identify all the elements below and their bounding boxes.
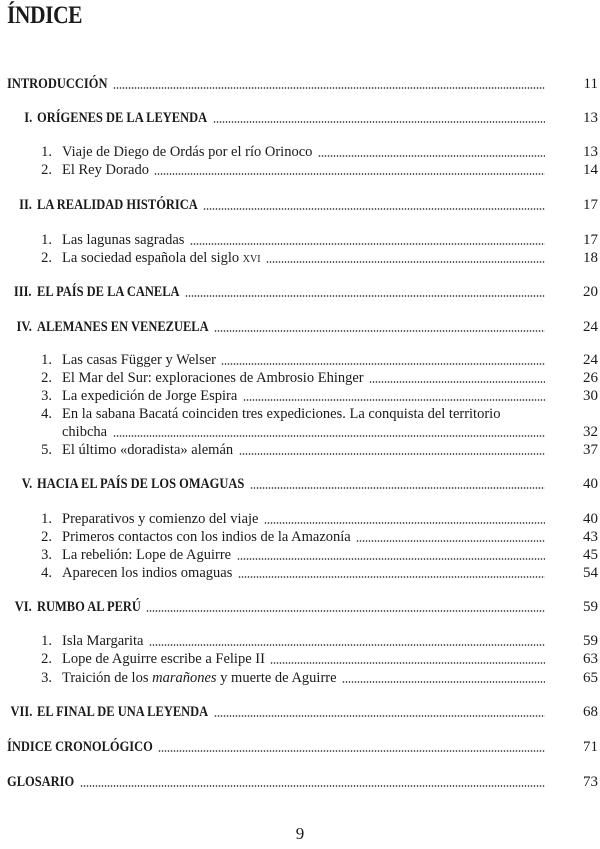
section-title-continued: chibcha bbox=[62, 424, 108, 440]
entry-label-text: Viaje de Diego de Ordás por el río Orinoco bbox=[62, 144, 313, 160]
chapter-number: II. bbox=[19, 197, 32, 213]
page-number-ref: 68 bbox=[583, 704, 598, 720]
section-number: 4. bbox=[41, 406, 52, 422]
section-number: 1. bbox=[41, 511, 52, 527]
page-number-ref: 40 bbox=[583, 511, 598, 527]
entry-label-text: EL FINAL DE UNA LEYENDA bbox=[37, 704, 209, 720]
dot-leader bbox=[369, 381, 545, 383]
entry-label-text: GLOSARIO bbox=[7, 774, 75, 790]
page-number-ref: 40 bbox=[583, 476, 598, 492]
dot-leader bbox=[146, 610, 545, 612]
page-number-ref: 43 bbox=[583, 529, 598, 545]
section-title bbox=[62, 160, 149, 180]
section-number: 1. bbox=[41, 144, 52, 160]
chapter-title bbox=[7, 74, 107, 94]
chapter-number: VII. bbox=[10, 704, 32, 720]
dot-leader bbox=[250, 487, 545, 489]
section-title bbox=[62, 527, 351, 547]
page-number-ref: 32 bbox=[583, 424, 598, 440]
page-number-ref: 45 bbox=[583, 547, 598, 563]
entry-label-text: La sociedad española del siglo bbox=[62, 250, 240, 266]
page-number-ref: 63 bbox=[583, 651, 598, 667]
dot-leader bbox=[238, 576, 545, 578]
section-title bbox=[62, 386, 237, 406]
section-number: 2. bbox=[41, 162, 52, 178]
chapter-title bbox=[37, 108, 207, 128]
dot-leader bbox=[158, 750, 545, 752]
chapter-number: IV. bbox=[16, 319, 32, 335]
entry-label-smallcaps: xvi bbox=[242, 250, 261, 266]
dot-leader bbox=[342, 681, 545, 683]
chapter-title bbox=[7, 737, 153, 757]
dot-leader bbox=[149, 644, 545, 646]
page-number-ref: 13 bbox=[583, 144, 598, 160]
page-number-ref: 59 bbox=[583, 633, 598, 649]
page-number-ref: 13 bbox=[583, 110, 598, 126]
section-title bbox=[62, 631, 143, 651]
section-title bbox=[62, 649, 265, 669]
entry-label-text: ALEMANES EN VENEZUELA bbox=[37, 319, 209, 335]
dot-leader bbox=[113, 435, 545, 437]
chapter-title bbox=[37, 474, 244, 494]
dot-leader bbox=[214, 330, 545, 332]
page-number-ref: 65 bbox=[583, 670, 598, 686]
entry-label-text: HACIA EL PAÍS DE LOS OMAGUAS bbox=[37, 476, 245, 492]
entry-label-text: Las casas Függer y Welser bbox=[62, 352, 216, 368]
entry-label-text: Las lagunas sagradas bbox=[62, 232, 185, 248]
page-number-ref: 18 bbox=[583, 250, 598, 266]
section-title bbox=[62, 509, 259, 529]
section-title bbox=[62, 404, 500, 424]
dot-leader bbox=[213, 121, 545, 123]
section-number: 3. bbox=[41, 388, 52, 404]
entry-label-text: El Rey Dorado bbox=[62, 162, 149, 178]
chapter-title bbox=[37, 597, 141, 617]
entry-label-text: La rebelión: Lope de Aguirre bbox=[62, 547, 232, 563]
entry-label-text: INTRODUCCIÓN bbox=[7, 76, 108, 92]
page-number-ref: 71 bbox=[583, 739, 598, 755]
entry-label-text: La expedición de Jorge Espira bbox=[62, 388, 238, 404]
section-number: 3. bbox=[41, 547, 52, 563]
entry-label-text: ORÍGENES DE LA LEYENDA bbox=[37, 110, 208, 126]
entry-label-text: Primeros contactos con los indios de la Amazonía bbox=[62, 529, 351, 545]
page-number-ref: 17 bbox=[583, 197, 598, 213]
dot-leader bbox=[221, 363, 545, 365]
page-number-ref: 73 bbox=[583, 774, 598, 790]
entry-label-italic: marañones bbox=[152, 670, 217, 686]
entry-label-text: EL PAÍS DE LA CANELA bbox=[37, 284, 180, 300]
section-number: 5. bbox=[41, 442, 52, 458]
dot-leader bbox=[203, 208, 545, 210]
entry-label-text: El último «doradista» alemán bbox=[62, 442, 234, 458]
page-title: ÍNDICE bbox=[7, 2, 83, 29]
chapter-title bbox=[37, 282, 180, 302]
entry-label-text: El Mar del Sur: exploraciones de Ambrosio Ehinger bbox=[62, 370, 364, 386]
chapter-title bbox=[37, 317, 209, 337]
dot-leader bbox=[266, 261, 545, 263]
chapter-title bbox=[7, 772, 74, 792]
page-number-ref: 59 bbox=[583, 599, 598, 615]
dot-leader bbox=[239, 453, 545, 455]
page-number-ref: 30 bbox=[583, 388, 598, 404]
section-title bbox=[62, 440, 233, 460]
dot-leader bbox=[190, 243, 545, 245]
dot-leader bbox=[80, 785, 545, 787]
dot-leader bbox=[113, 87, 545, 89]
dot-leader bbox=[214, 715, 545, 717]
chapter-number: III. bbox=[14, 284, 32, 300]
section-number: 2. bbox=[41, 651, 52, 667]
page-number-ref: 26 bbox=[583, 370, 598, 386]
page-number-ref: 54 bbox=[583, 565, 598, 581]
chapter-title bbox=[37, 702, 208, 722]
chapter-title bbox=[37, 195, 198, 215]
section-title bbox=[62, 368, 364, 388]
dot-leader bbox=[270, 662, 545, 664]
section-title bbox=[62, 230, 184, 250]
entry-label-text: En la sabana Bacatá coinciden tres expediciones. La conquista del territorio bbox=[62, 406, 501, 422]
section-number: 2. bbox=[41, 250, 52, 266]
section-number: 1. bbox=[41, 352, 52, 368]
section-title bbox=[62, 350, 216, 370]
page-number-ref: 20 bbox=[583, 284, 598, 300]
entry-label-text: LA REALIDAD HISTÓRICA bbox=[37, 197, 198, 213]
page-number-ref: 24 bbox=[583, 319, 598, 335]
page-number-ref: 11 bbox=[583, 76, 598, 92]
entry-label-text: Aparecen los indios omaguas bbox=[62, 565, 233, 581]
section-title bbox=[62, 545, 231, 565]
dot-leader bbox=[356, 540, 545, 542]
section-number: 3. bbox=[41, 670, 52, 686]
chapter-number: I. bbox=[24, 110, 32, 126]
dot-leader bbox=[185, 295, 545, 297]
section-title bbox=[62, 563, 232, 583]
section-number: 1. bbox=[41, 232, 52, 248]
dot-leader bbox=[237, 558, 545, 560]
section-title bbox=[62, 142, 312, 162]
page-number-ref: 24 bbox=[583, 352, 598, 368]
page-number-ref: 17 bbox=[583, 232, 598, 248]
section-number: 2. bbox=[41, 370, 52, 386]
dot-leader bbox=[154, 173, 545, 175]
section-number: 2. bbox=[41, 529, 52, 545]
entry-label-tail: y muerte de Aguirre bbox=[220, 670, 337, 686]
section-number: 1. bbox=[41, 633, 52, 649]
page-number-ref: 14 bbox=[583, 162, 598, 178]
dot-leader bbox=[243, 399, 545, 401]
page-number: 9 bbox=[295, 824, 305, 843]
entry-label-text: Preparativos y comienzo del viaje bbox=[62, 511, 259, 527]
dot-leader bbox=[264, 522, 545, 524]
section-title bbox=[62, 668, 337, 688]
entry-label-text: Lope de Aguirre escribe a Felipe II bbox=[62, 651, 265, 667]
entry-label-text: RUMBO AL PERÚ bbox=[37, 599, 141, 615]
page-number-ref: 37 bbox=[583, 442, 598, 458]
entry-label-text: Isla Margarita bbox=[62, 633, 144, 649]
entry-label-text: Traición de los bbox=[62, 670, 149, 686]
section-title bbox=[62, 248, 261, 268]
chapter-number: V. bbox=[21, 476, 32, 492]
entry-label-text: ÍNDICE CRONOLÓGICO bbox=[7, 739, 153, 755]
dot-leader bbox=[318, 155, 545, 157]
section-number: 4. bbox=[41, 565, 52, 581]
chapter-number: VI. bbox=[15, 599, 32, 615]
